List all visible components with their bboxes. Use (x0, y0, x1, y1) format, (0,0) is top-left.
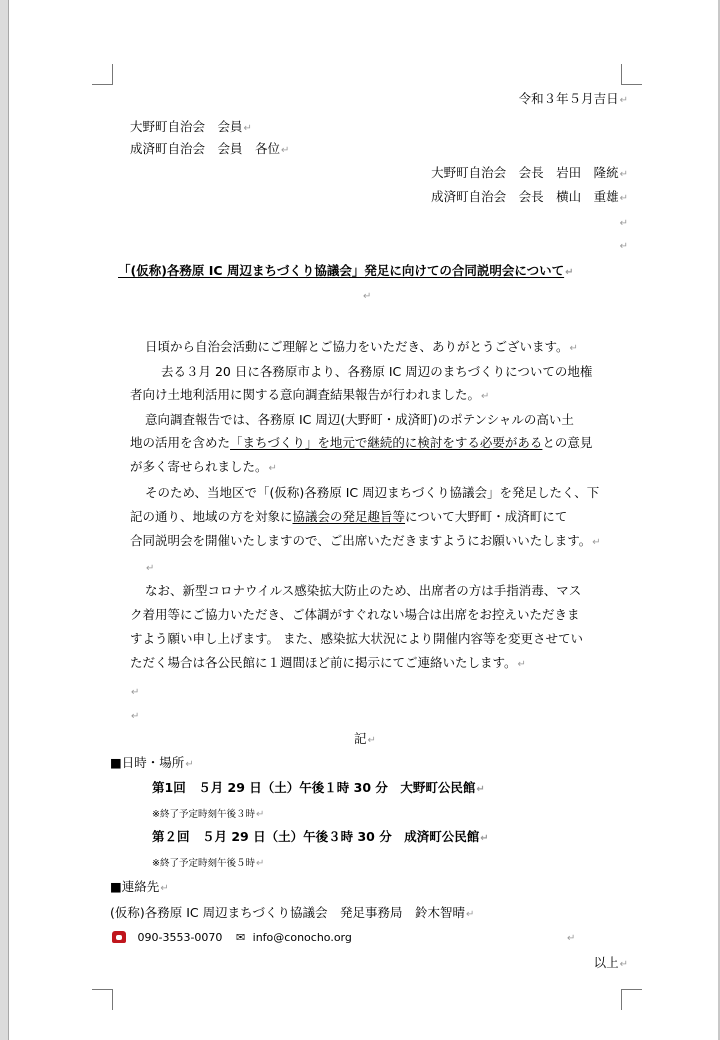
date-text: 令和３年５月吉日 (518, 91, 619, 106)
paragraph-mark: ↵ (131, 711, 140, 722)
crop-mark-bottom-right (621, 989, 642, 1010)
body-text: 者向け土地利活用に関する意向調査結果報告が行われました。 (130, 387, 481, 402)
crop-mark-bottom-left (92, 989, 113, 1010)
body-line (130, 508, 567, 526)
empty-paragraph (362, 286, 371, 306)
empty-paragraph (619, 236, 628, 256)
contact-org (110, 904, 474, 924)
recipient-line (130, 118, 252, 138)
session-text: 第1回 ５月 29 日（土）午後１時 30 分 大野町公民館 (152, 780, 476, 795)
paragraph-mark: ↵ (565, 267, 574, 278)
body-line (161, 363, 592, 381)
body-text: 去る３月 20 日に各務原市より、各務原 IC 周辺のまちづくりについての地権 (161, 364, 593, 379)
paragraph-mark: ↵ (619, 218, 628, 229)
contact-phone[interactable]: 090-3553-0070 (137, 931, 223, 944)
paragraph-mark: ↵ (619, 241, 628, 252)
paragraph-mark: ↵ (569, 343, 578, 354)
empty-paragraph (566, 928, 575, 948)
paragraph-mark: ↵ (363, 291, 372, 302)
crop-mark-top-right (621, 64, 642, 85)
paragraph-mark: ↵ (466, 909, 475, 920)
paragraph-mark: ↵ (131, 687, 140, 698)
paragraph-mark: ↵ (185, 759, 194, 770)
body-paragraph (145, 338, 578, 358)
body-text: そのため、当地区で「(仮称)各務原 IC 周辺まちづくり協議会」を発足したく、下 (145, 485, 600, 500)
paragraph-mark: ↵ (476, 784, 485, 795)
session-note-text: ※終了予定時刻午後３時 (152, 809, 255, 820)
session-note-text: ※終了予定時刻午後５時 (152, 858, 255, 869)
recipient-text: 成済町自治会 会員 各位 (130, 141, 281, 156)
body-line (130, 386, 489, 406)
paragraph-mark: ↵ (268, 463, 277, 474)
closing-text: 以上 (593, 955, 619, 970)
session-line (152, 828, 489, 848)
document-title (118, 262, 573, 282)
schedule-heading (110, 754, 194, 774)
paragraph-mark: ↵ (619, 959, 628, 970)
body-text: 意向調査報告では、各務原 IC 周辺(大野町・成済町)のポテンシャルの高い土 (145, 412, 574, 427)
empty-paragraph (130, 706, 139, 726)
body-text: なお、新型コロナウイルス感染拡大防止のため、出席者の方は手指消毒、マス (145, 583, 582, 598)
contact-org-text: (仮称)各務原 IC 周辺まちづくり協議会 発足事務局 鈴木智晴 (110, 905, 465, 920)
body-text: 合同説明会を開催いたしますので、ご出席いただきますようにお願いいたします。 (130, 533, 592, 548)
contact-line (112, 929, 352, 947)
sender-line (431, 188, 628, 208)
empty-paragraph (619, 213, 628, 233)
body-text: との意見 (542, 435, 593, 450)
session-line (152, 779, 485, 799)
phone-icon (112, 931, 126, 943)
body-line (145, 582, 581, 600)
contact-heading-text: ■連絡先 (110, 879, 160, 894)
empty-paragraph (145, 558, 154, 578)
contact-email[interactable]: info@conocho.org (252, 931, 352, 944)
document-date (519, 90, 628, 110)
recipient-text: 大野町自治会 会員 (130, 119, 243, 134)
page-edge-left (0, 0, 8, 1040)
paragraph-mark: ↵ (367, 735, 376, 746)
closing-line (594, 954, 628, 974)
paragraph-mark: ↵ (480, 833, 489, 844)
body-text: について大野町・成済町にて (405, 509, 568, 524)
paragraph-mark: ↵ (619, 95, 628, 106)
ki-text: 記 (354, 731, 367, 746)
empty-paragraph (130, 682, 139, 702)
paragraph-mark: ↵ (517, 659, 526, 670)
body-text: が多く寄せられました。 (130, 459, 268, 474)
mail-icon: ✉ (235, 931, 246, 944)
body-line (130, 458, 277, 478)
paragraph-mark: ↵ (281, 145, 290, 156)
body-line (145, 484, 599, 502)
body-text-underlined: 協議会の発足趣旨等 (292, 509, 406, 524)
crop-mark-top-left (92, 64, 113, 85)
page-edge-border (8, 0, 9, 1040)
recipient-line (130, 140, 289, 160)
body-line (130, 654, 526, 674)
body-text: 日頃から自治会活動にご理解とご協力をいただき、ありがとうございます。 (145, 339, 569, 354)
body-text: 地の活用を含めた (130, 435, 231, 450)
paragraph-mark: ↵ (481, 391, 490, 402)
session-note (152, 855, 264, 873)
body-text: すよう願い申し上げます。 また、感染拡大状況により開催内容等を変更させてい (130, 631, 583, 646)
ki-heading (354, 730, 376, 750)
paragraph-mark: ↵ (592, 537, 601, 548)
paragraph-mark: ↵ (160, 883, 169, 894)
contact-heading (110, 878, 169, 898)
sender-line (431, 164, 628, 184)
paragraph-mark: ↵ (255, 809, 265, 820)
body-line (130, 630, 583, 648)
body-text: ク着用等にご協力いただき、ご体調がすぐれない場合は出席をお控えいただきま (130, 607, 580, 622)
paragraph-mark: ↵ (619, 193, 628, 204)
paragraph-mark: ↵ (619, 169, 628, 180)
schedule-heading-text: ■日時・場所 (110, 755, 185, 770)
body-text: ただく場合は各公民館に１週間ほど前に掲示にてご連絡いたします。 (130, 655, 517, 670)
body-line (130, 532, 601, 552)
sender-text: 成済町自治会 会長 横山 重雄 (431, 189, 619, 204)
session-text: 第２回 ５月 29 日（土）午後３時 30 分 成済町公民館 (152, 829, 480, 844)
body-text-underlined: 「まちづくり」を地元で継続的に検討をする必要がある (230, 435, 543, 450)
sender-text: 大野町自治会 会長 岩田 隆統 (431, 165, 619, 180)
body-text: 記の通り、地域の方を対象に (130, 509, 293, 524)
paragraph-mark: ↵ (243, 123, 252, 134)
paragraph-mark: ↵ (255, 858, 265, 869)
session-note (152, 806, 264, 824)
paragraph-mark: ↵ (567, 933, 576, 944)
body-line (130, 606, 580, 624)
paragraph-mark: ↵ (146, 563, 155, 574)
title-text: 「(仮称)各務原 IC 周辺まちづくり協議会」発足に向けての合同説明会について (118, 263, 565, 278)
body-line (130, 434, 592, 452)
body-line (145, 411, 574, 429)
